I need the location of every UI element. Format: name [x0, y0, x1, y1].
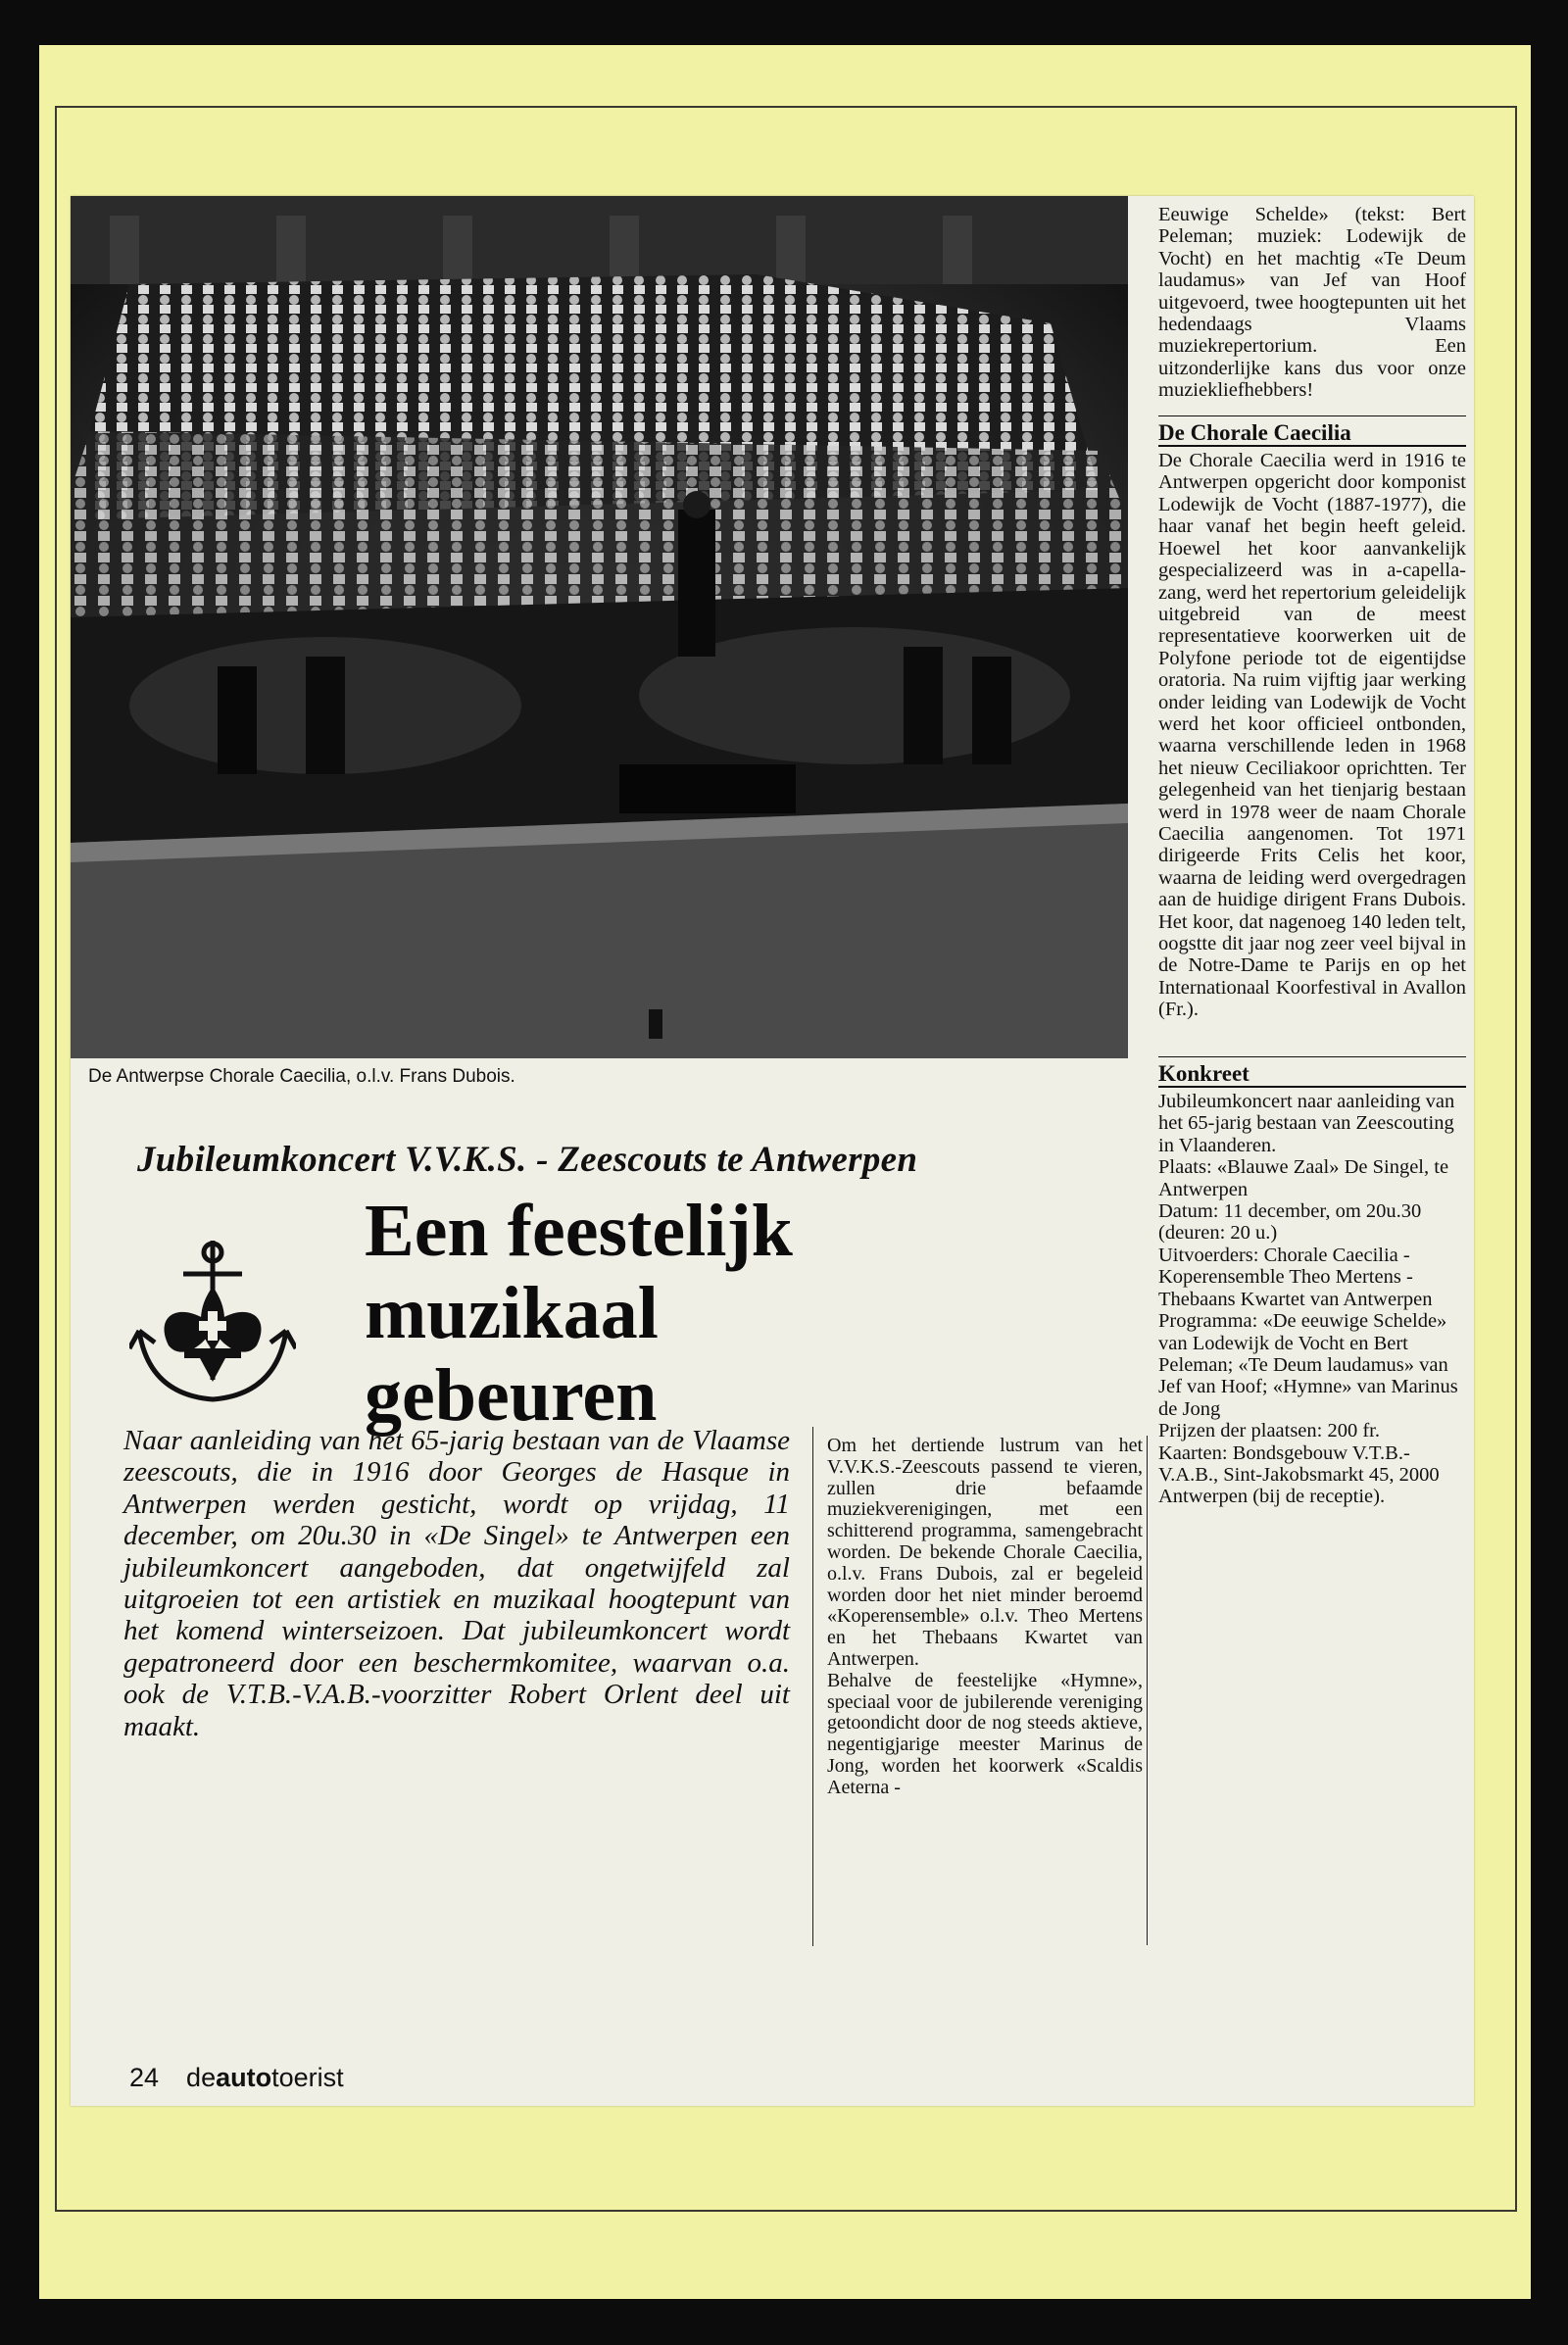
- konkreet-item: Kaarten: Bondsgebouw V.T.B.-V.A.B., Sint-Jakobsmarkt 45, 2000 Antwerpen (bij de receptie).: [1158, 1441, 1440, 1508]
- magazine-name-de: de: [186, 2063, 217, 2092]
- konkreet-item: Prijzen der plaatsen: 200 fr.: [1158, 1420, 1381, 1442]
- konkreet-item: Uitvoerders: Chorale Caecilia - Koperensemble Theo Mertens - Thebaans Kwartet van Antwerpen: [1158, 1244, 1433, 1310]
- concert-hall-image: [71, 196, 1128, 1058]
- album-page: [39, 45, 1531, 2299]
- section-divider: [1158, 415, 1466, 416]
- konkreet-item: Programma: «De eeuwige Schelde» van Lodewijk de Vocht en Bert Peleman; «Te Deum laudamus» van Jef van Hoof; «Hymne» van Marinus de Jong: [1158, 1310, 1458, 1420]
- page-number: 24: [129, 2063, 160, 2092]
- body-paragraph: Om het dertiende lustrum van het V.V.K.S.-Zeescouts passend te vieren, zullen drie befaamde muziekverenigingen, met een schitterend programma, samengebracht worden. De bekende Chorale Caecilia, o.l.v. Frans Dubois, zal er begeleid worden door het niet minder beroemd «Koperensemble» o.l.v. Theo Mertens en het Thebaans Kwartet van Antwerpen.: [827, 1435, 1143, 1670]
- column-rule: [812, 1427, 813, 1946]
- konkreet-item: Plaats: «Blauwe Zaal» De Singel, te Antwerpen: [1158, 1156, 1449, 1200]
- headline-line: muzikaal: [365, 1272, 659, 1354]
- sea-scouts-emblem-icon: [129, 1233, 296, 1414]
- body-paragraph: Behalve de feestelijke «Hymne», speciaal voor de jubilerende vereniging getoondicht door de nog steeds aktieve, negentigjarige meester Marinus de Jong, worden het koorwerk «Scaldis Aeterna -: [827, 1669, 1143, 1798]
- kicker-headline: Jubileumkoncert V.V.K.S. - Zeescouts te Antwerpen: [137, 1140, 918, 1180]
- chorale-heading: De Chorale Caecilia: [1158, 422, 1466, 447]
- headline-line: Een feestelijk: [365, 1190, 793, 1272]
- sidebar-continued-text: Eeuwige Schelde» (tekst: Bert Peleman; muziek: Lodewijk de Vocht) en het machtig «Te Deum laudamus» van Jef van Hoof uitgevoerd, twee hoogtepunten uit het hedendaags Vlaams muziekrepertorium. Een uitzonderlijke kans dus voor onze muziekliefhebbers!: [1158, 204, 1466, 402]
- headline-line: gebeuren: [365, 1354, 658, 1437]
- section-divider: [1158, 1056, 1466, 1057]
- konkreet-list: [1158, 1091, 1466, 1508]
- konkreet-item: Jubileumkoncert naar aanleiding van het 65-jarig bestaan van Zeescouting in Vlaanderen.: [1158, 1091, 1455, 1156]
- magazine-name-auto: auto: [216, 2063, 272, 2092]
- lead-paragraph: Naar aanleiding van het 65-jarig bestaan van de Vlaamse zeescouts, die in 1916 door Georges de Hasque in Antwerpen werden gesticht, wordt op vrijdag, 11 december, om 20u.30 in «De Singel» te Antwerpen een jubileumkoncert aangeboden, dat ongetwijfeld zal uitgroeien tot een artistiek en muzikaal hoogtepunt van het komend winterseizoen. Dat jubileumkoncert wordt gepatroneerd door een beschermkomitee, waarvan o.a. ook de V.T.B.-V.A.B.-voorzitter Robert Orlent deel uit maakt.: [123, 1425, 790, 1742]
- konkreet-item: Datum: 11 december, om 20u.30 (deuren: 20 u.): [1158, 1200, 1422, 1245]
- page-footer: [129, 2063, 344, 2093]
- body-column: [827, 1436, 1143, 1799]
- column-rule: [1147, 1436, 1148, 1945]
- main-headline: [365, 1190, 1051, 1437]
- konkreet-heading: Konkreet: [1158, 1063, 1466, 1088]
- photo-caption: De Antwerpse Chorale Caecilia, o.l.v. Frans Dubois.: [88, 1066, 515, 1087]
- sidebar-column: [1158, 196, 1466, 2059]
- magazine-name-toerist: toerist: [271, 2063, 344, 2092]
- chorale-text: De Chorale Caecilia werd in 1916 te Antwerpen opgericht door komponist Lodewijk de Vocht (1887-1977), die haar vanaf het begin heeft geleid. Hoewel het koor aanvankelijk gespecializeerd was in a-capella-zang, werd het repertorium geleidelijk uitgebreid van de meest representatieve koorwerken uit de Polyfone periode tot de eigentijdse oratoria. Na ruim vijftig jaar werking onder leiding van Lodewijk de Vocht werd het koor officieel ontbonden, waarna verschillende leden in 1968 het nieuw Ceciliakoor oprichtten. Ter gelegenheid van het tienjarig bestaan werd in 1978 weer de naam Chorale Caecilia aangenomen. Tot 1971 dirigeerde Frits Celis het koor, waarna de leiding werd overgedragen aan de huidige dirigent Frans Dubois. Het koor, dat nagenoeg 140 leden telt, oogstte dit jaar nog zeer veel bijval in de Notre-Dame te Parijs en op het Internationaal Koorfestival in Avallon (Fr.).: [1158, 450, 1466, 1021]
- newspaper-clipping: [71, 196, 1474, 2106]
- choir-photo: [71, 196, 1128, 1058]
